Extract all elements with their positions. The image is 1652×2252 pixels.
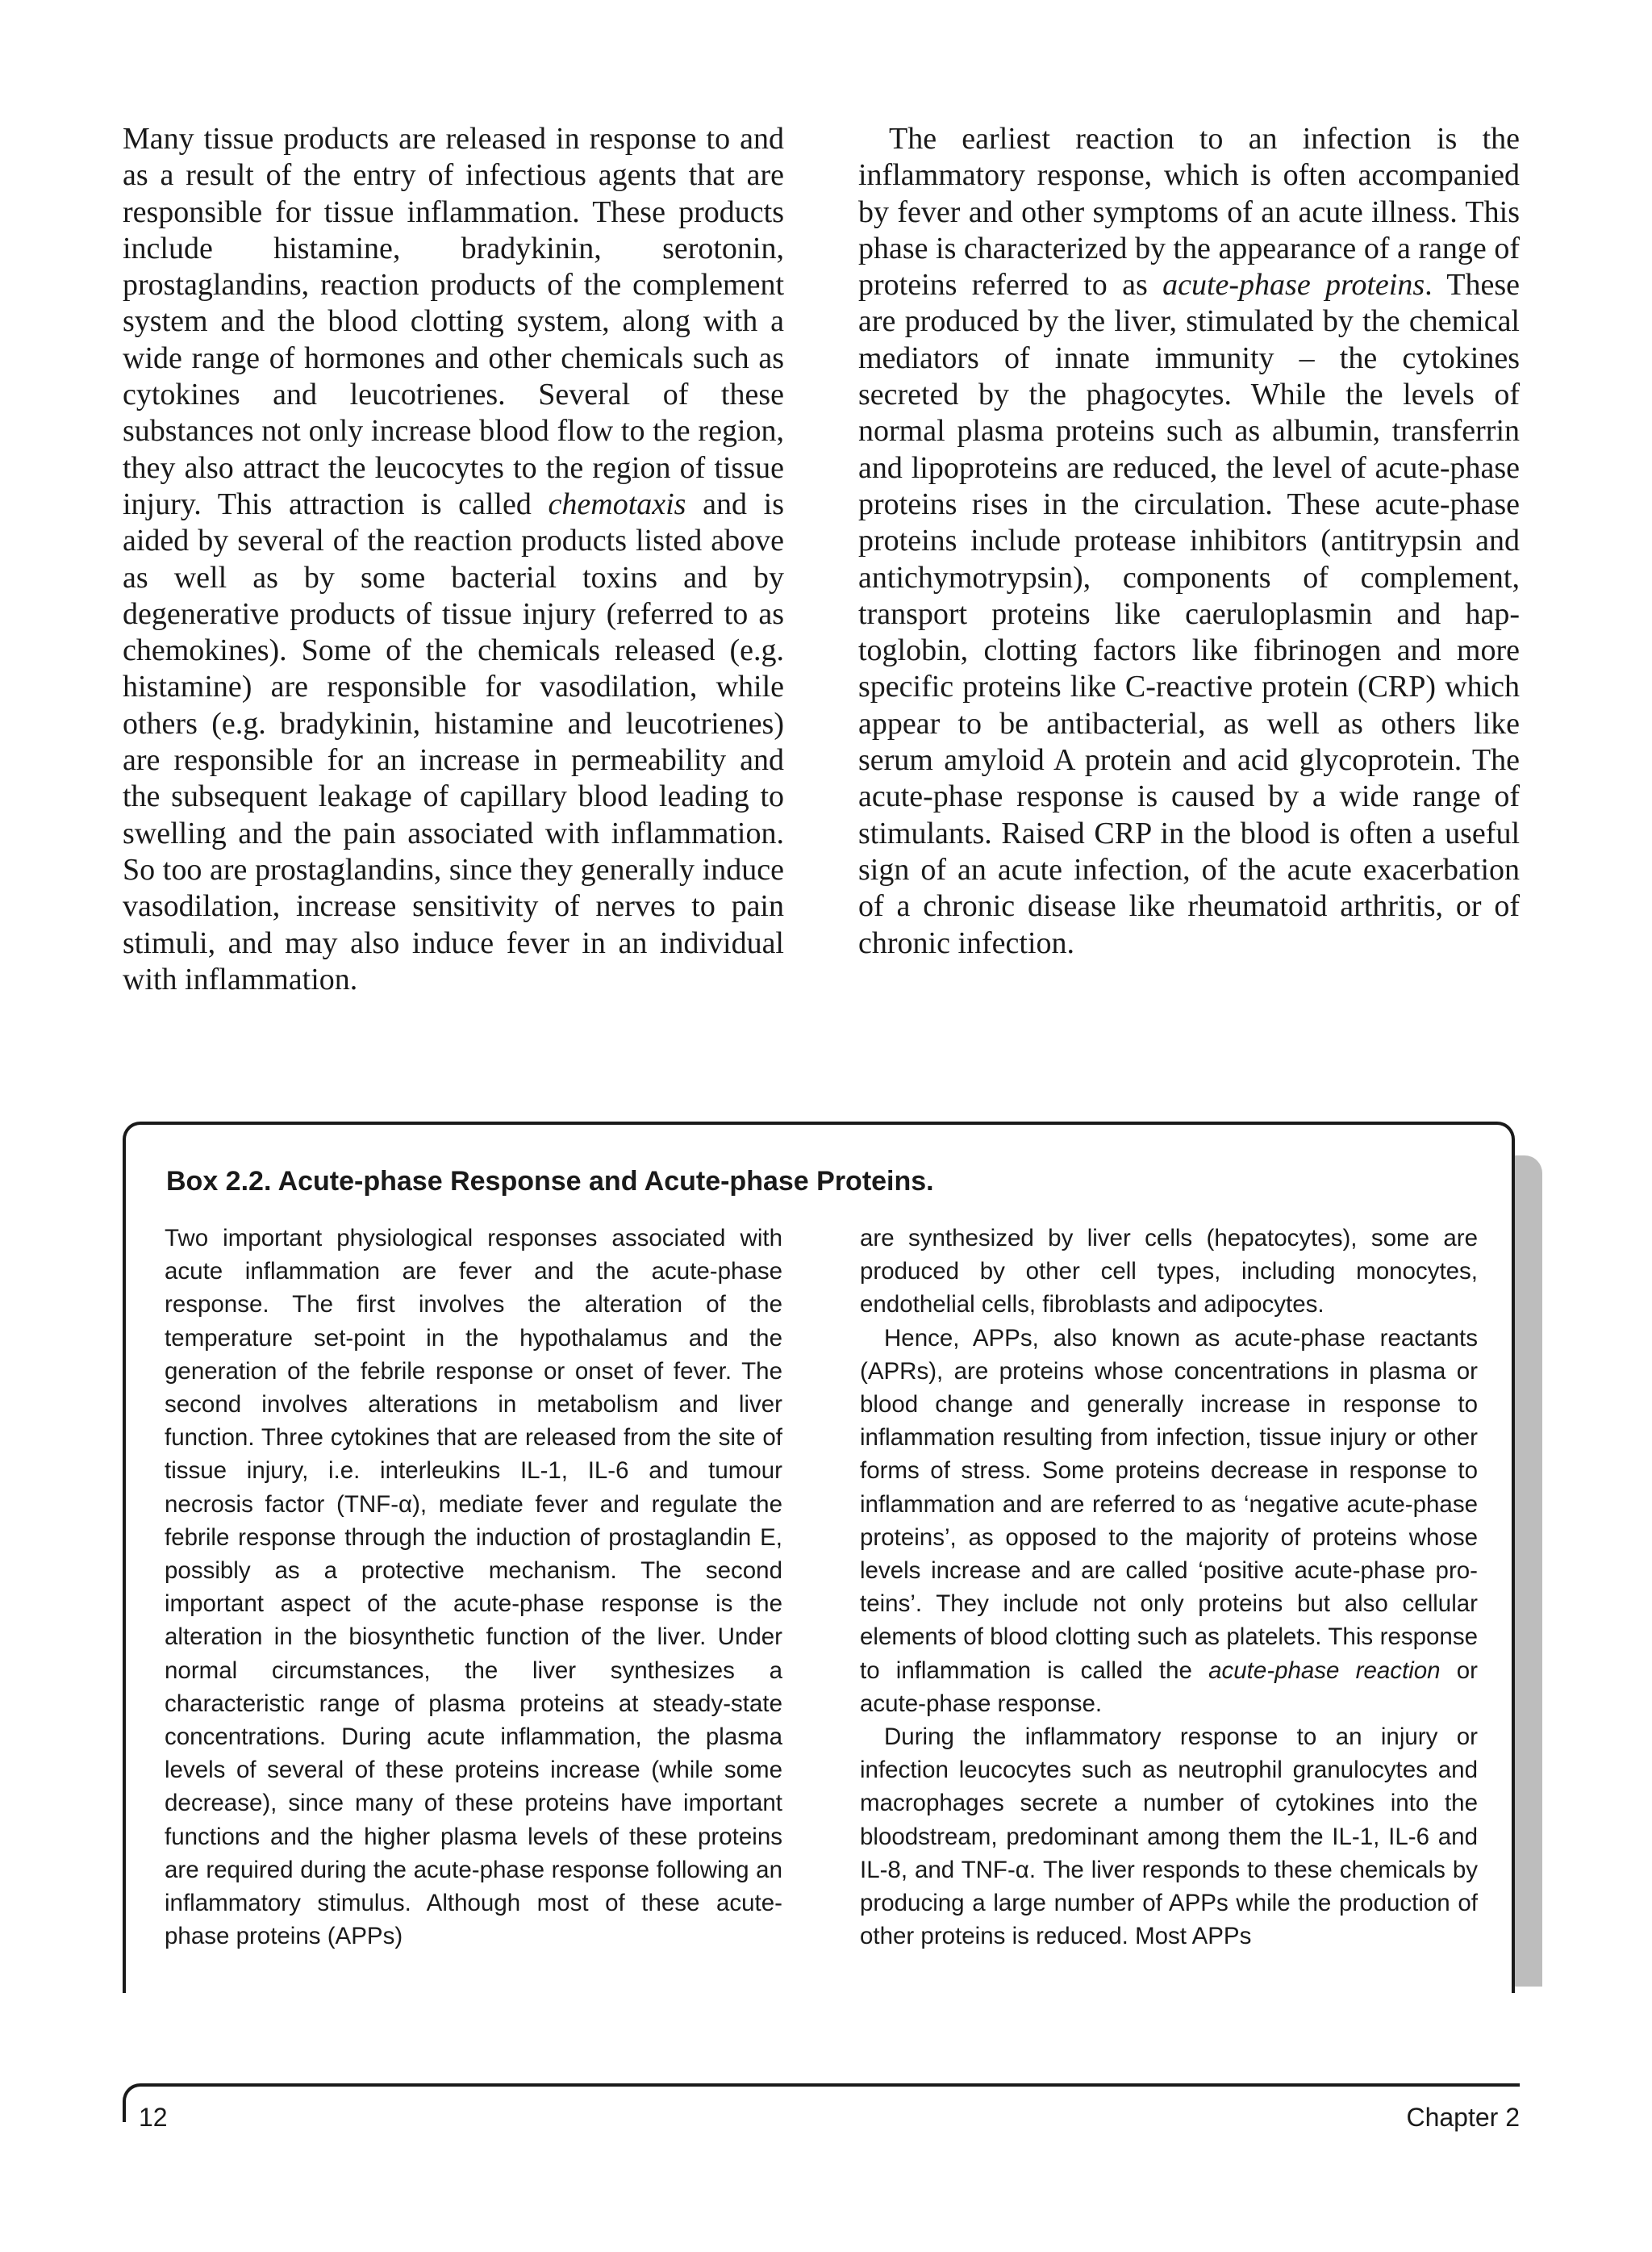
box-right-column	[860, 1222, 1478, 1953]
chapter-label: Chapter 2	[1406, 2103, 1520, 2132]
main-left-paragraph	[123, 121, 784, 998]
main-right-text-part2: . These are produced by the liver, stimulated by the chemical mediators of innate immunity – the cytokines secreted by the phagocytes. While the levels of normal plasma proteins such as albumin, transferrin and lipoproteins are reduced, the level of acute-phase proteins rises in the circulation. These acute-phase proteins include protease inhibitors (antitrypsin and antichymotrypsin), components of complement, transport proteins like caeruloplasmin and haptoglobin, clotting factors like fibrinogen and more specific proteins like C-reactive protein (CRP) which appear to be antibacterial, as well as others like serum amyloid A protein and acid glycoprotein. The acute-phase response is caused by a wide range of stimulants. Raised CRP in the blood is often a useful sign of an acute infection, of the acute exacerbation of a chronic disease like rheumatoid arthritis, or of chronic infection.	[858, 268, 1521, 960]
page-number: 12	[139, 2103, 168, 2132]
main-left-emphasis: chemotaxis	[548, 487, 686, 521]
main-right-paragraph	[858, 121, 1520, 962]
main-left-text-part2: and is aided by several of the reaction products listed above as well as by some bacterial toxins and by degenerative products of tissue injury (referred to as chemokines). Some of the chemicals released (e.g. histamine) are responsible for vasodilation, while others (e.g. bradykinin, histamine and leucotrienes) are responsible for an increase in permeability and the subsequent leakage of capillary blood leading to swelling and the pain associated with inflammation. So too are prostaglandins, since they generally induce vasodilation, increase sensitivity of nerves to pain stimuli, and may also induce fever in an individual with inflammation.	[123, 487, 784, 996]
box-right-paragraph-3: During the inflammatory response to an injury or infection leucocytes such as neutrophil granulocytes and macrophages secrete a number of cytokines into the bloodstream, predominant among them the IL-1, IL-6 and IL-8, and TNF-α. The liver responds to these chemicals by producing a large number of APPs while the production of other proteins is reduced. Most APPs	[860, 1723, 1478, 1950]
box-right-p2-text-part1: Hence, APPs, also known as acute-phase reactants (APRs), are proteins whose concentrations in plasma or blood change and generally increase in response to inflammation resulting from infection, tissue injury or other forms of stress. Some proteins decrease in response to inflammation and are referred to as ‘negative acute-phase proteins’, as opposed to the majority of proteins whose levels increase and are called ‘positive acute-phase proteins’. They include not only proteins but also cellular elements of blood clotting such as platelets. This response to inflammation is called the	[860, 1324, 1478, 1684]
main-right-text-part1: The earliest reaction to an infection is the inflammatory response, which is often accompanied by fever and other symptoms of an acute illness. This phase is characterized by the appearance of a range of proteins referred to as	[858, 122, 1520, 303]
main-text	[123, 121, 1520, 998]
box-right-paragraph-1: are synthesized by liver cells (hepatocytes), some are produced by other cell types, including monocytes, endothelial cells, fibroblasts and adipocytes.	[860, 1225, 1478, 1318]
main-left-column	[123, 121, 784, 998]
box-columns	[165, 1222, 1478, 1953]
box-left-paragraph: Two important physiological responses associated with acute inflammation are fever and the acute-phase response. The first involves the alteration of the temperature set-point in the hypothalamus and the generation of the febrile response or onset of fever. The second involves alterations in metabolism and liver function. Three cytokines that are released from the site of tissue injury, i.e. interleukins IL-1, IL-6 and tumour necrosis factor (TNF-α), mediate fever and regulate the febrile response through the induction of prostaglandin E, possibly as a protective mechanism. The second important aspect of the acute-phase response is the alteration in the biosynthetic function of the liver. Under normal circumstances, the liver synthesizes a characteristic range of plasma proteins at steady-state concentrations. During acute inflammation, the plasma levels of several of these proteins increase (while some decrease), since many of these proteins have important functions and the higher plasma levels of these proteins are required during the acute-phase response following an inflammatory stimulus. Although most of these acute-phase proteins (APPs)	[165, 1225, 782, 1950]
main-right-emphasis: acute-phase proteins	[1162, 268, 1425, 303]
main-right-column	[858, 121, 1520, 998]
box-title: Box 2.2. Acute-phase Response and Acute-phase Proteins.	[166, 1166, 934, 1197]
main-left-text-part1: Many tissue products are released in response to and as a result of the entry of infectious agents that are responsible for tissue inflammation. These products include histamine, bradykinin, serotonin, prostaglandins, reaction products of the complement system and the blood clotting system, along with a wide range of hormones and other chemicals such as cytokines and leucotrienes. Several of these substances not only increase blood flow to the region, they also attract the leucocytes to the region of tissue injury. This attraction is called	[123, 122, 784, 521]
box-shadow	[1512, 1155, 1542, 1987]
box-right-p2-emphasis: acute-phase reaction	[1208, 1657, 1441, 1684]
box-left-column	[165, 1222, 782, 1953]
box-2-2	[123, 1122, 1515, 1993]
footer-rule	[123, 2083, 1520, 2122]
box-right-paragraph-2	[860, 1322, 1478, 1720]
box-right-p2-text-part2: or acute-phase response.	[860, 1657, 1478, 1717]
